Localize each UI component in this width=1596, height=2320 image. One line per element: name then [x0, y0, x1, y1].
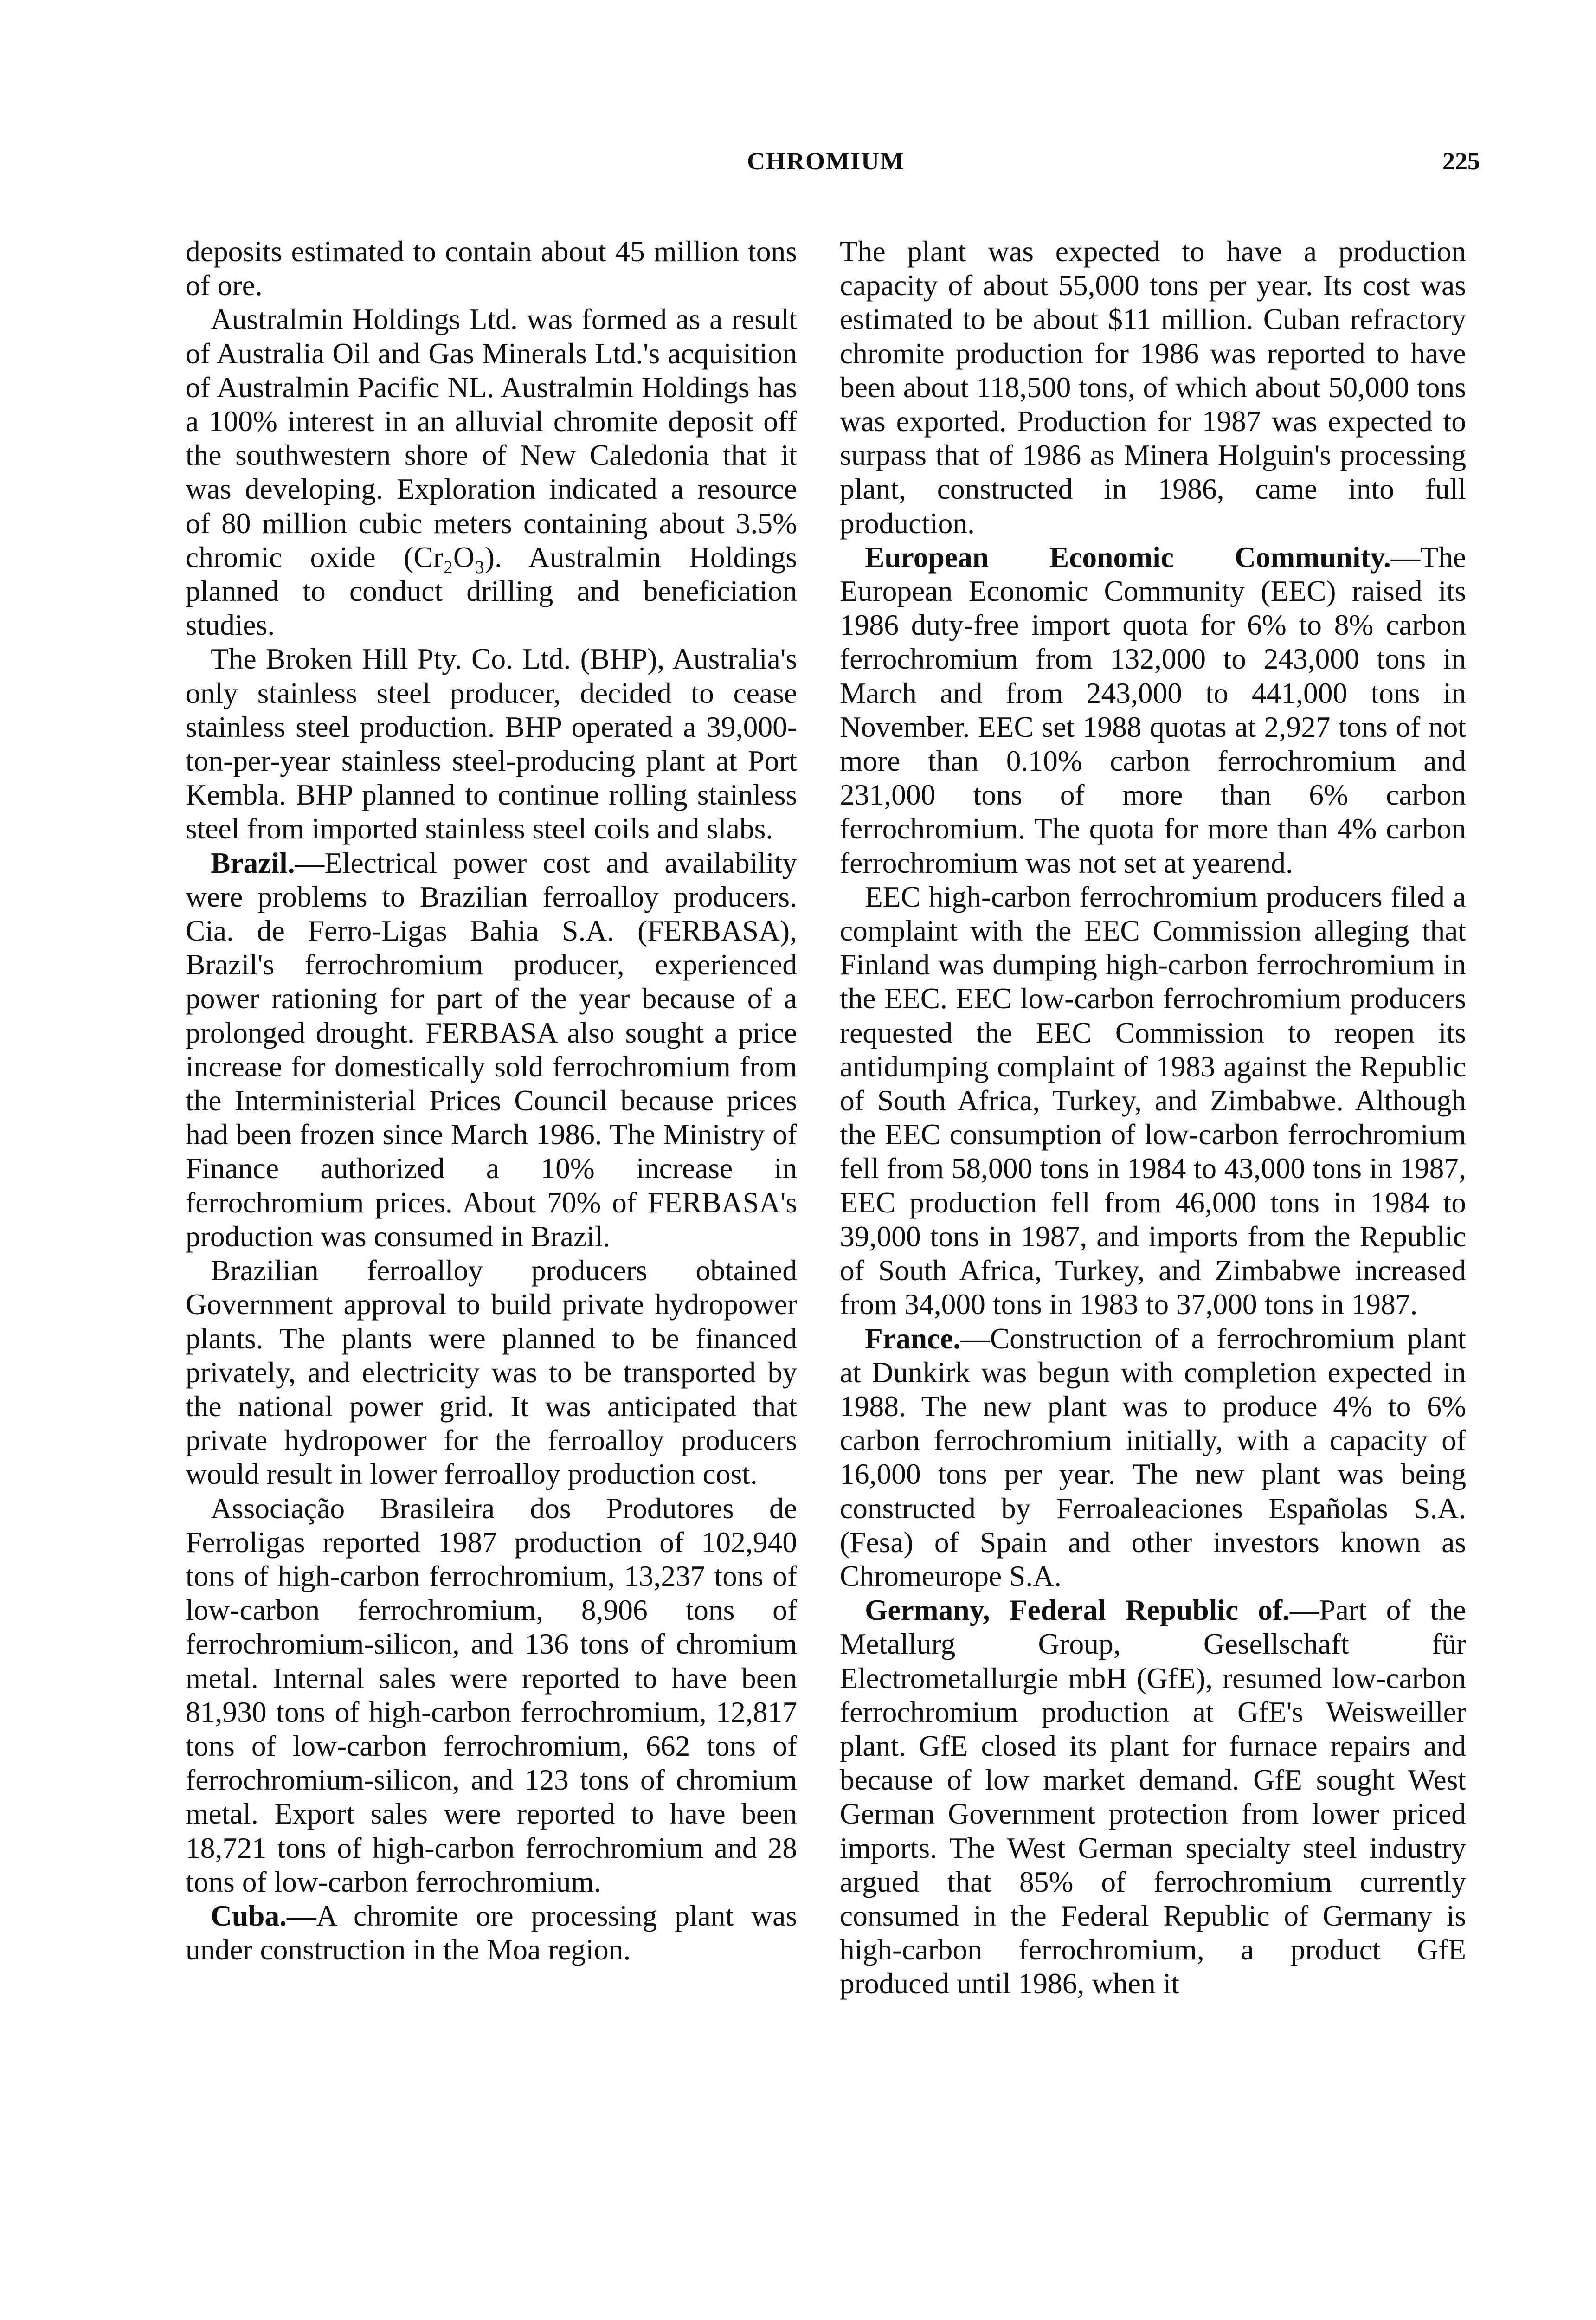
section-heading: Germany, Federal Republic of.	[865, 1593, 1290, 1627]
paragraph	[840, 540, 1466, 880]
section-heading: European Economic Community.	[865, 540, 1391, 574]
paragraph	[840, 880, 1466, 1321]
paragraph-text: The plant was expected to have a production capacity of about 55,000 tons per year. Its cost was estimated to be about $11 million. Cuban refractory chromite production for 1986 was reported to have been about 118,500 tons, of which about 50,000 tons was exported. Production for 1987 was expected to surpass that of 1986 as Minera Holguin's processing plant, constructed in 1986, came into full production.	[840, 235, 1466, 540]
paragraph-text: —Electrical power cost and availability were problems to Brazilian ferroalloy producers. Cia. de Ferro-Ligas Bahia S.A. (FERBASA), Brazil's ferrochromium producer, experienced power rationing for part of the year because of a prolonged drought. FERBASA also sought a price increase for domestically sold ferrochromium from the Interministerial Prices Council because prices had been frozen since March 1986. The Ministry of Finance authorized a 10% increase in ferrochromium prices. About 70% of FERBASA's production was consumed in Brazil.	[186, 846, 797, 1253]
section-heading: Brazil.	[211, 846, 295, 879]
paragraph-text: —Construction of a ferrochromium plant at Dunkirk was begun with completion expected in 1988. The new plant was to produce 4% to 6% carbon ferrochromium initially, with a capacity of 16,000 tons per year. The new plant was being constructed by Ferroaleaciones Españolas S.A. (Fesa) of Spain and other investors known as Chromeurope S.A.	[840, 1321, 1466, 1592]
running-header-title: CHROMIUM	[747, 147, 905, 175]
paragraph-text: EEC high-carbon ferrochromium producers filed a complaint with the EEC Commission alleging that Finland was dumping high-carbon ferrochromium in the EEC. EEC low-carbon ferrochromium producers requested the EEC Commission to reopen its antidumping complaint of 1983 against the Republic of South Africa, Turkey, and Zimbabwe. Although the EEC consumption of low-carbon ferrochromium fell from 58,000 tons in 1984 to 43,000 tons in 1987, EEC production fell from 46,000 tons in 1984 to 39,000 tons in 1987, and imports from the Republic of South Africa, Turkey, and Zimbabwe increased from 34,000 tons in 1983 to 37,000 tons in 1987.	[840, 880, 1466, 1321]
paragraph-text: Associação Brasileira dos Produtores de Ferroligas reported 1987 production of 102,940 tons of high-carbon ferrochromium, 13,237 tons of low-carbon ferrochromium, 8,906 tons of ferrochromium-silicon, and 136 tons of chromium metal. Internal sales were reported to have been 81,930 tons of high-carbon ferrochromium, 12,817 tons of low-carbon ferrochromium, 662 tons of ferrochromium-silicon, and 123 tons of chromium metal. Export sales were reported to have been 18,721 tons of high-carbon ferrochromium and 28 tons of low-carbon ferrochromium.	[186, 1491, 797, 1898]
right-column	[840, 234, 1466, 2320]
paragraph-text: deposits estimated to contain about 45 million tons of ore.	[186, 235, 797, 302]
paragraph	[186, 1899, 797, 1966]
paragraph-text: —A chromite ore processing plant was under construction in the Moa region.	[186, 1899, 797, 1966]
section-heading: Cuba.	[211, 1899, 287, 1932]
paragraph	[186, 846, 797, 1253]
left-column	[186, 234, 797, 2320]
paragraph	[186, 302, 797, 642]
page-number: 225	[1442, 147, 1480, 175]
paragraph	[840, 1321, 1466, 1593]
paragraph	[186, 1491, 797, 1899]
paragraph	[840, 234, 1466, 540]
paragraph-text: The Broken Hill Pty. Co. Ltd. (BHP), Australia's only stainless steel producer, decided to cease stainless steel production. BHP operated a 39,000-ton-per-year stainless steel-producing plant at Port Kembla. BHP planned to continue rolling stainless steel from imported stainless steel coils and slabs.	[186, 642, 797, 845]
paragraph-text: —The European Economic Community (EEC) raised its 1986 duty-free import quota for 6% to 8% carbon ferrochromium from 132,000 to 243,000 tons in March and from 243,000 to 441,000 tons in November. EEC set 1988 quotas at 2,927 tons of not more than 0.10% carbon ferrochromium and 231,000 tons of more than 6% carbon ferrochromium. The quota for more than 4% carbon ferrochromium was not set at yearend.	[840, 540, 1466, 879]
paragraph	[186, 234, 797, 302]
paragraph-text: Australmin Holdings Ltd. was formed as a result of Australia Oil and Gas Minerals Ltd.'s acquisition of Australmin Pacific NL. Australmin Holdings has a 100% interest in an alluvial chromite deposit off the southwestern shore of New Caledonia that it was developing. Exploration indicated a resource of 80 million cubic meters containing about 3.5% chromic oxide (Cr₂O₃). Australmin Holdings planned to conduct drilling and beneficiation studies.	[186, 303, 797, 642]
paragraph	[186, 1253, 797, 1491]
paragraph-text: —Part of the Metallurg Group, Gesellschaft für Electrometallurgie mbH (GfE), resumed low-carbon ferrochromium production at GfE's Weisweiller plant. GfE closed its plant for furnace repairs and because of low market demand. GfE sought West German Government protection from lower priced imports. The West German specialty steel industry argued that 85% of ferrochromium currently consumed in the Federal Republic of Germany is high-carbon ferrochromium, a product GfE produced until 1986, when it	[840, 1593, 1466, 2000]
paragraph	[840, 1593, 1466, 2000]
paragraph-text: Brazilian ferroalloy producers obtained Government approval to build private hydropower plants. The plants were planned to be financed privately, and electricity was to be transported by the national power grid. It was anticipated that private hydropower for the ferroalloy producers would result in lower ferroalloy production cost.	[186, 1254, 797, 1491]
paragraph	[186, 642, 797, 845]
section-heading: France.	[865, 1321, 961, 1355]
